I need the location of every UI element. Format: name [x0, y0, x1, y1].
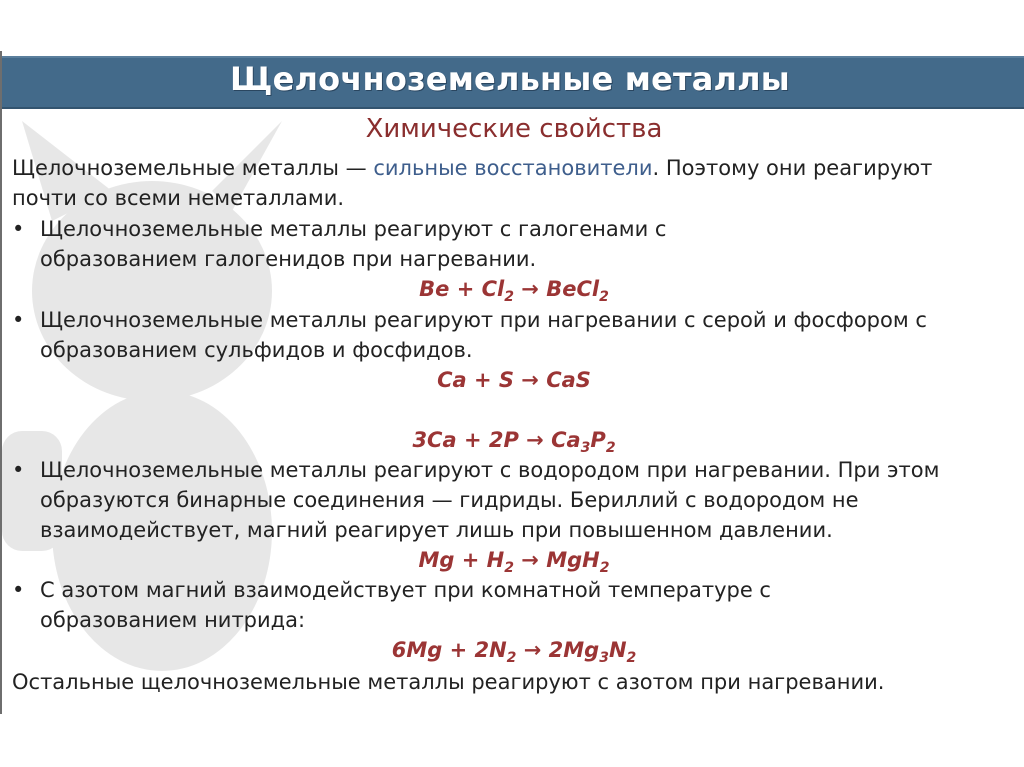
equation-subscript: 3 [599, 650, 609, 667]
bullet-2-line-1: Щелочноземельные металлы реагируют при нагревании с серой и фосфором с [40, 308, 927, 332]
closing-line: Остальные щелочноземельные металлы реагируют с азотом при нагревании. [12, 670, 885, 694]
bullet-4-line-1: С азотом магний взаимодействует при комнатной температуре с [40, 578, 771, 602]
page-title: Щелочноземельные металлы [230, 60, 790, 98]
equation-subscript: 2 [599, 560, 610, 577]
equation-subscript: 2 [626, 650, 637, 667]
bullet-marker: • [12, 217, 25, 241]
bullet-3-line-2: образуются бинарные соединения — гидриды. Бериллий с водородом не [40, 488, 859, 512]
equation-3 [2, 428, 1024, 456]
bullet-marker: • [12, 578, 25, 602]
bullet-2-line-2: образованием сульфидов и фосфидов. [40, 338, 473, 362]
equation-subscript: 2 [599, 289, 609, 306]
equation-subscript: 2 [506, 650, 517, 667]
equation-part: → MgH [514, 548, 600, 572]
equation-part: Be + Cl [419, 277, 505, 301]
bullet-3-line-3: взаимодействует, магний реагирует лишь при повышенном давлении. [40, 518, 833, 542]
equation-part: → 2Mg [516, 638, 600, 662]
intro-line-2: почти со всеми неметаллами. [12, 186, 345, 210]
equation-subscript: 2 [504, 289, 514, 306]
equation-part: N [608, 638, 627, 662]
equation-part: Mg + H [418, 548, 505, 572]
equation-subscript: 3 [580, 440, 591, 457]
bullet-1-line-1: Щелочноземельные металлы реагируют с галогенами с [40, 217, 667, 241]
equation-part: 6Mg + 2N [391, 638, 507, 662]
bullet-3-line-1: Щелочноземельные металлы реагируют с водородом при нагревании. При этом [40, 458, 940, 482]
equation-5 [2, 638, 1024, 666]
bullet-marker: • [12, 458, 25, 482]
bullet-1-line-2: образованием галогенидов при нагревании. [40, 247, 537, 271]
equation-part: Ca + S → CaS [437, 368, 591, 392]
equation-4 [2, 548, 1024, 576]
intro-text: . Поэтому они реагируют [652, 156, 933, 180]
intro-text: Щелочноземельные металлы — [12, 156, 374, 180]
equation-part: → BeCl [514, 277, 600, 301]
equation-part: P [590, 428, 606, 452]
equation-1 [2, 277, 1024, 305]
bullet-marker: • [12, 308, 25, 332]
bullet-4-line-2: образованием нитрида: [40, 608, 306, 632]
equation-2 [2, 368, 1024, 392]
intro-line-1 [12, 156, 932, 180]
equation-subscript: 2 [605, 440, 616, 457]
section-subtitle: Химические свойства [365, 114, 663, 144]
equation-subscript: 2 [504, 560, 514, 577]
title-bar [2, 56, 1024, 109]
equation-part: 3Ca + 2P → Ca [412, 428, 581, 452]
highlight-text: сильные восстановители [373, 156, 653, 180]
slide [0, 51, 1024, 714]
